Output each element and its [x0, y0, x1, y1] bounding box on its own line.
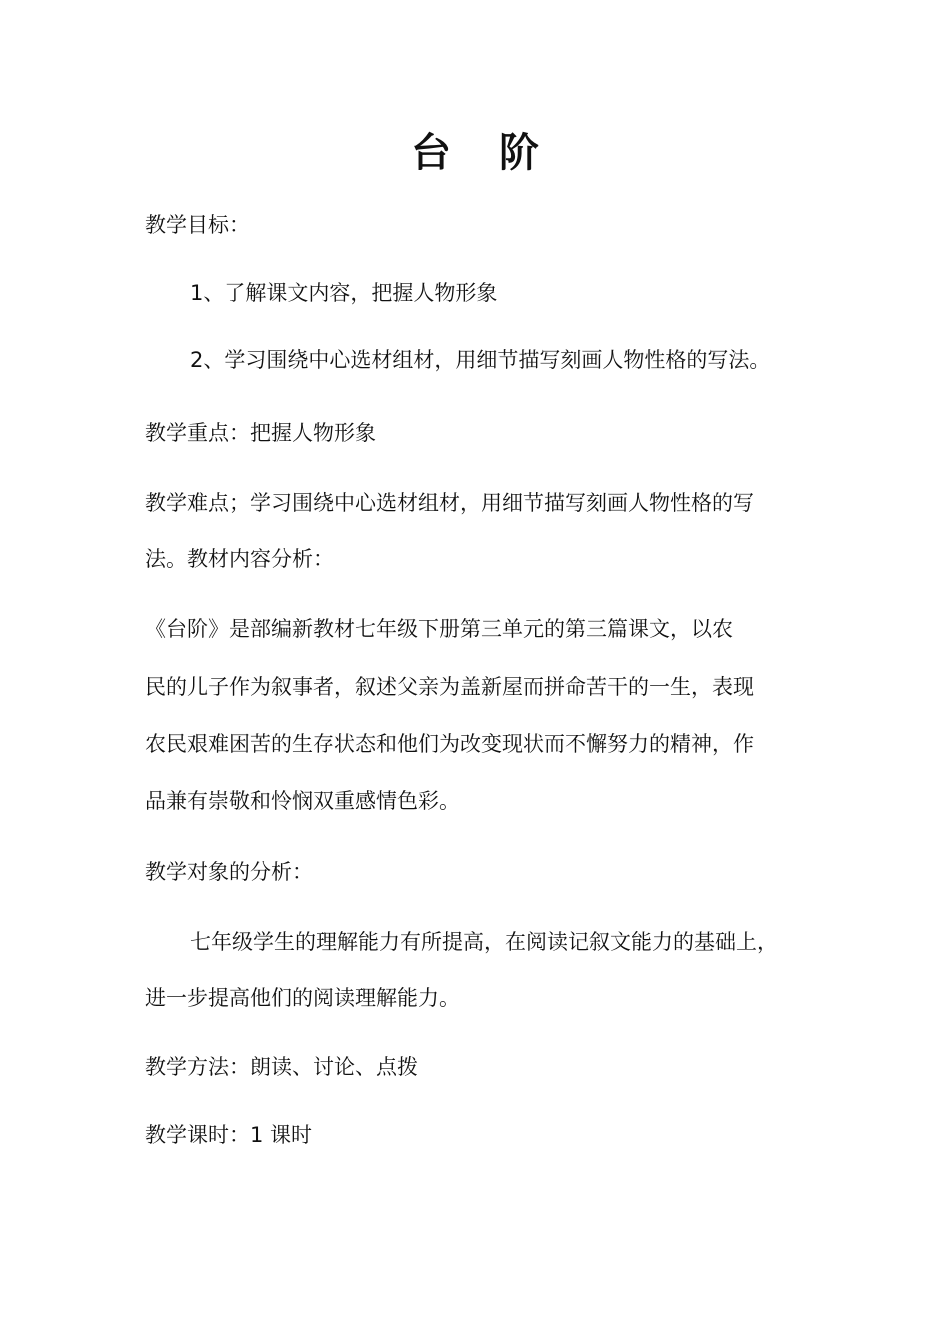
objective-1: 1、了解课文内容，把握人物形象 [190, 281, 498, 305]
hours: 教学课时：1 课时 [145, 1123, 313, 1147]
analysis-line-3: 农民艰难困苦的生存状态和他们为改变现状而不懈努力的精神，作 [145, 732, 754, 756]
objective-2: 2、学习围绕中心选材组材，用细节描写刻画人物性格的写法。 [190, 348, 771, 372]
students-line-2: 进一步提高他们的阅读理解能力。 [145, 986, 460, 1010]
students-line-1: 七年级学生的理解能力有所提高，在阅读记叙文能力的基础上， [190, 930, 778, 954]
methods: 教学方法：朗读、讨论、点拨 [145, 1055, 418, 1079]
difficulty-line-1: 教学难点；学习围绕中心选材组材，用细节描写刻画人物性格的写 [145, 491, 754, 515]
analysis-line-2: 民的儿子作为叙事者，叙述父亲为盖新屋而拼命苦干的一生，表现 [145, 675, 754, 699]
analysis-line-1: 《台阶》是部编新教材七年级下册第三单元的第三篇课文，以农 [145, 617, 733, 641]
students-heading: 教学对象的分析： [145, 860, 313, 884]
difficulty-line-2: 法。教材内容分析： [145, 547, 334, 571]
title-char-2: 阶 [499, 130, 539, 176]
key-point: 教学重点：把握人物形象 [145, 421, 376, 445]
objectives-heading: 教学目标： [145, 213, 250, 237]
document-title [0, 128, 950, 178]
title-char-1: 台 [411, 130, 451, 176]
analysis-line-4: 品兼有崇敬和怜悯双重感情色彩。 [145, 789, 460, 813]
